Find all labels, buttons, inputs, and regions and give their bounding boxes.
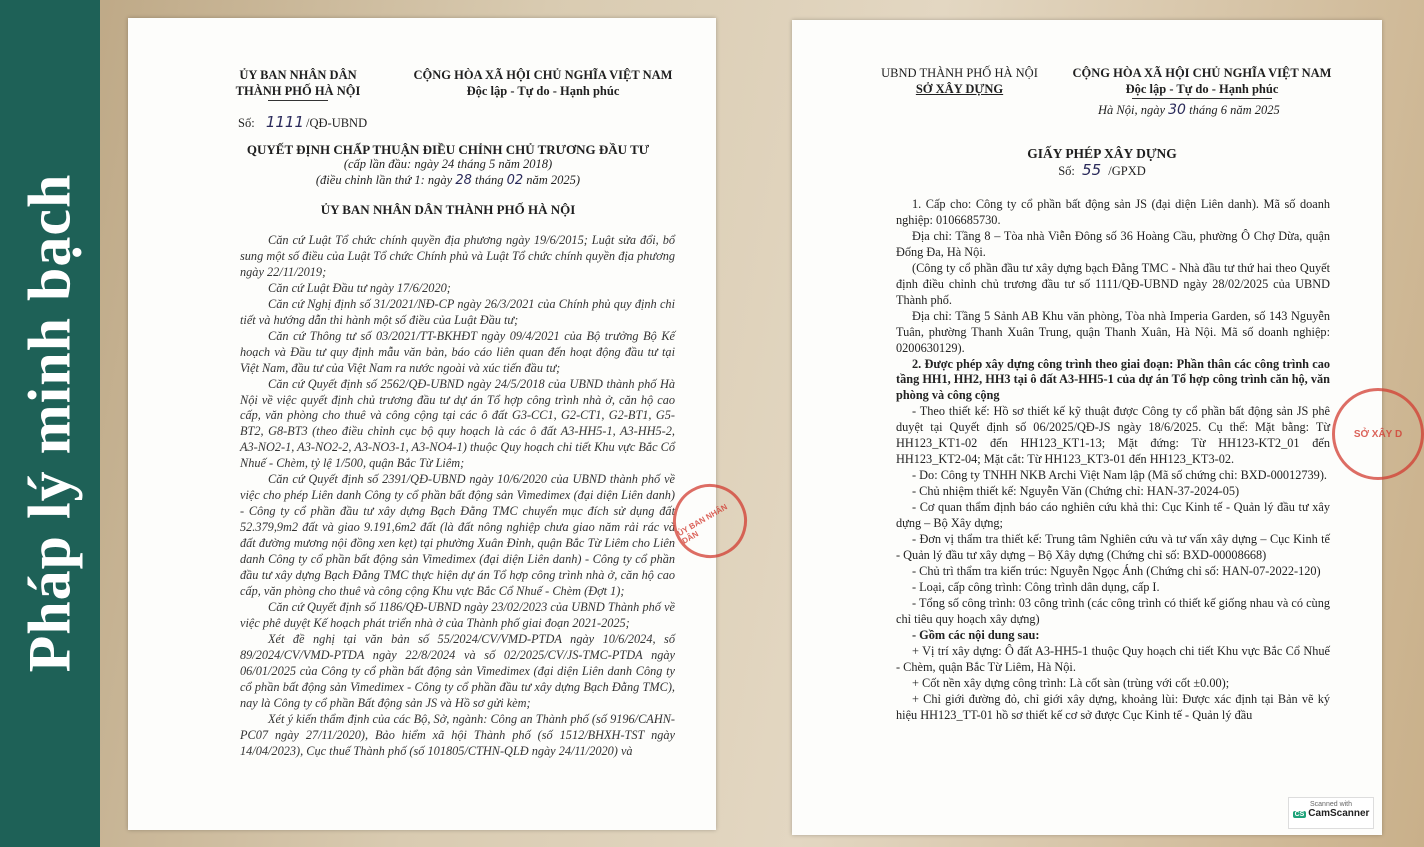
camscanner-logo-icon: CS: [1294, 811, 1305, 818]
doc2-paragraph: (Công ty cổ phần đầu tư xây dựng bạch Đằng TMC - Nhà đầu tư thứ hai theo Quyết định điều chỉnh chủ trương đầu tư số 1111/QĐ-UBND ngày 28/02/2025 của UBND Thành phố.: [896, 260, 1330, 307]
doc1-paragraph: Căn cứ Nghị định số 31/2021/NĐ-CP ngày 26/3/2021 của Chính phủ quy định chi tiết và hướng dẫn thi hành một số điều của Luật Đầu tư;: [240, 296, 675, 327]
doc1-paragraph: Xét ý kiến thẩm định của các Bộ, Sở, ngành: Công an Thành phố (số 9196/CAHN-PC07 ngày 27/11/2020), Bảo hiểm xã hội Thành phố (số 1512/BHXH-TST ngày 14/04/2023), Cục thuế Thành phố (số 101805/CTHN-QLĐ ngày 24/11/2020) và: [240, 711, 675, 758]
doc2-number-handwritten: 55: [1082, 161, 1102, 179]
doc1-agency-line1: ỦY BAN NHÂN DÂN: [239, 68, 357, 82]
doc2-paragraph: + Chỉ giới đường đỏ, chỉ giới xây dựng, khoảng lùi: Được xác định tại Bản vẽ ký hiệu HH123_TT-01 hồ sơ thiết kế cơ sở được Cục Kinh tế - Quản lý đầu: [896, 691, 1330, 722]
decision-document-page: [128, 18, 729, 830]
building-permit-page: [792, 20, 1403, 835]
doc1-agency: [223, 67, 373, 101]
doc1-seal-text: ỦY BAN NHÂN DÂN: [676, 502, 729, 546]
doc2-paragraph: 1. Cấp cho: Công ty cổ phần bất động sản JS (đại diện Liên danh). Mã số doanh nghiệp: 0106685730.: [896, 197, 1330, 227]
doc1-number-handwritten: 1111: [265, 113, 304, 131]
doc2-paragraph: + Vị trí xây dựng: Ô đất A3-HH5-1 thuộc Quy hoạch chi tiết Khu vực Bắc Cổ Nhuế - Chèm, quận Bắc Từ Liêm, Hà Nội.: [896, 643, 1330, 674]
doc2-paragraph: + Cốt nền xây dựng công trình: Là cốt sàn (trùng với cốt ±0.00);: [912, 675, 1230, 690]
doc2-paragraph: - Cơ quan thẩm định báo cáo nghiên cứu khả thi: Cục Kinh tế - Quản lý đầu tư xây dựng – Bộ Xây dựng;: [896, 500, 1330, 531]
doc1-paragraph: Căn cứ Luật Tổ chức chính quyền địa phương ngày 19/6/2015; Luật sửa đổi, bổ sung một số điều của Luật Tổ chức Chính phủ và Luật Tổ chức chính quyền địa phương ngày 22/11/2019;: [240, 233, 675, 279]
doc1-number: [238, 114, 367, 131]
doc1-number-prefix: Số:: [238, 116, 255, 130]
doc2-red-seal: [1332, 388, 1424, 480]
doc2-paragraph: 2. Được phép xây dựng công trình theo giai đoạn: Phần thân các công trình cao tầng HH1, HH2, HH3 tại ô đất A3-HH5-1 của dự án Tổ hợp công trình căn hộ, văn phòng và công cộng: [896, 356, 1330, 403]
doc1-subtitle1: (cấp lần đầu: ngày 24 tháng 5 năm 2018): [343, 157, 553, 171]
doc2-number: [942, 162, 1262, 179]
side-title: Pháp lý minh bạch: [16, 173, 83, 673]
doc1-nation-line2: Độc lập - Tự do - Hạnh phúc: [466, 84, 620, 98]
doc1-paragraph: Căn cứ Quyết định số 2562/QĐ-UBND ngày 24/5/2018 của UBND thành phố Hà Nội về việc quyết định chủ trương đầu tư dự án Tổ hợp công trình nhà ở, căn hộ cao cấp, văn phòng cho thuê và công cộng tại các ô đất G3-CC1, G2-CT1, G2-BT1, G5-BT2, G8-BT3 (theo điều chỉnh cục bộ quy hoạch là các ô đất A3-HH5-1, A3-HH5-2, A3-NO2-1, A3-NO2-2, A3-NO3-1, A3-NO4-1) thuộc Quy hoạch chi tiết Khu vực Bắc Cổ Nhuế - Chèm, tỷ lệ 1/500, quận Bắc Từ Liêm;: [240, 376, 675, 471]
doc2-number-prefix: Số:: [1058, 164, 1075, 178]
camscanner-brand: CamScanner: [1308, 808, 1370, 819]
doc2-seal-text: SỞ XÂY D: [1353, 428, 1403, 440]
doc1-paragraph: Căn cứ Quyết định số 1186/QĐ-UBND ngày 23/02/2023 của UBND Thành phố về việc phê duyệt Kế hoạch phát triển nhà ở của Thành phố giai đoạn 2021-2025;: [240, 599, 675, 630]
doc2-nation-line2: Độc lập - Tự do - Hạnh phúc: [1125, 82, 1279, 96]
doc1-paragraph: Xét đề nghị tại văn bản số 55/2024/CV/VMD-PTDA ngày 10/6/2024, số 89/2024/CV/VMD-PTDA ngày 22/8/2024 và số 02/2025/CV/JS-TMC-PTDA ngày 06/01/2025 của Công ty cổ phần bất động sản Vimedimex (đại diện Liên danh Công ty cổ phần bất động sản Vimedimex - Công ty cổ phần đầu tư xây dựng Bạch Đằng TMC), nay là Công ty cổ phần Bất động sản JS và Hồ sơ gửi kèm;: [240, 631, 675, 710]
doc2-paragraph: - Chủ trì thẩm tra kiến trúc: Nguyễn Ngọc Ánh (Chứng chỉ số: HAN-07-2022-120): [912, 563, 1321, 578]
doc2-nation-line1: CỘNG HÒA XÃ HỘI CHỦ NGHĨA VIỆT NAM: [1072, 66, 1332, 80]
doc2-date-day: 30: [1168, 102, 1186, 118]
doc2-paragraph: Địa chỉ: Tầng 8 – Tòa nhà Viễn Đông số 36 Hoàng Cầu, phường Ô Chợ Dừa, quận Đống Đa, Hà Nội.: [896, 228, 1330, 259]
doc1-paragraph: Căn cứ Luật Đầu tư ngày 17/6/2020;: [268, 280, 451, 295]
doc1-subtitle2: [218, 173, 678, 188]
doc2-paragraph: - Chủ nhiệm thiết kế: Nguyễn Văn (Chứng chỉ: HAN-37-2024-05): [912, 484, 1240, 499]
doc1-nation-line1: CỘNG HÒA XÃ HỘI CHỦ NGHĨA VIỆT NAM: [413, 68, 673, 82]
doc2-paragraph: - Đơn vị thẩm tra thiết kế: Trung tâm Nghiên cứu và tư vấn xây dựng – Cục Kinh tế - Quản lý đầu tư xây dựng – Bộ Xây dựng (Chứng chỉ số: BXD-00008668): [896, 532, 1330, 562]
camscanner-watermark: [1288, 797, 1374, 829]
doc2-paragraph: - Do: Công ty TNHH NKB Archi Việt Nam lập (Mã số chứng chỉ: BXD-00012739).: [912, 468, 1327, 483]
doc1-authority: ỦY BAN NHÂN DÂN THÀNH PHỐ HÀ NỘI: [320, 202, 576, 217]
camscanner-line2: [1289, 808, 1373, 819]
doc1-subtitle2-post: năm 2025): [526, 173, 581, 187]
doc2-paragraph: - Tổng số công trình: 03 công trình (các công trình có thiết kế giống nhau và có cùng chỉ tiêu quy hoạch xây dựng): [896, 595, 1330, 626]
doc2-agency-line2: SỞ XÂY DỰNG: [915, 82, 1004, 96]
doc1-subtitle2-month: 02: [506, 173, 524, 188]
doc1-paragraph: Căn cứ Thông tư số 03/2021/TT-BKHĐT ngày 09/4/2021 của Bộ trưởng Bộ Kế hoạch và Đầu tư quy định mẫu văn bản, báo cáo liên quan đến hoạt động đầu tư tại Việt Nam, đầu tư của Việt Nam ra nước ngoài và xúc tiến đầu tư;: [240, 328, 675, 375]
side-banner: [0, 0, 100, 847]
doc1-national-motto: [398, 67, 688, 99]
doc2-title: GIẤY PHÉP XÂY DỰNG: [1027, 146, 1177, 161]
doc1-number-suffix: /QĐ-UBND: [306, 116, 368, 130]
doc1-subtitle2-pre: (điều chỉnh lần thứ 1: ngày: [315, 173, 453, 187]
doc2-paragraph: - Loại, cấp công trình: Công trình dân dụng, cấp I.: [912, 579, 1160, 594]
doc1-body: [240, 233, 675, 759]
doc1-subtitle2-mid: tháng: [475, 173, 504, 187]
doc2-paragraph: - Theo thiết kế: Hồ sơ thiết kế kỹ thuật được Công ty cổ phần bất động sản JS phê duyệt tại Quyết định số 06/2025/QĐ-JS ngày 18/6/2025. Cụ thể: Mặt bằng: Từ HH123_KT1-02 đến HH123_KT1-13; Mặt đứng: Từ HH123-KT2_01 đến HH123_KT2-04; Mặt cắt: Từ HH123_KT3-01 đến HH123_KT3-02.: [896, 404, 1330, 467]
doc2-paragraph: Địa chỉ: Tầng 5 Sảnh AB Khu văn phòng, Tòa nhà Imperia Garden, số 143 Nguyễn Tuân, phường Thanh Xuân Trung, quận Thanh Xuân, Hà Nội. Mã số doanh nghiệp: 0200630129).: [896, 308, 1330, 355]
doc1-subtitle2-day: 28: [455, 173, 472, 188]
doc2-date-post: tháng 6 năm 2025: [1189, 103, 1280, 117]
doc2-national-motto: [1052, 65, 1352, 99]
camscanner-line1: Scanned with: [1309, 801, 1353, 808]
doc1-paragraph: Căn cứ Quyết định số 2391/QĐ-UBND ngày 10/6/2020 của UBND thành phố về việc cho phép Liên danh Công ty cổ phần bất động sản Vimedimex (đại diện Liên danh) - Công ty cổ phần đầu tư xây dựng Bạch Đằng TMC chuyển mục đích sử dụng đất 52.379,9m2 đất và giao 9.191,6m2 đất (là đất nông nghiệp chưa giao năm rải rác và đất đường mương nội đồng xen kẹt) tại phường Xuân Đỉnh, quận Bắc Từ Liêm cho Liên danh Công ty cổ phần bất động sản Vimedimex (đại diện Liên danh) - Công ty cổ phần đầu tư xây dựng Bạch Đằng TMC thực hiện dự án Tổ hợp công trình nhà ở, căn hộ cao cấp, văn phòng cho thuê và công cộng Khu vực Bắc Cổ Nhuế - Chèm (Đợt 1);: [240, 472, 675, 598]
doc1-title: QUYẾT ĐỊNH CHẤP THUẬN ĐIỀU CHỈNH CHỦ TRƯƠNG ĐẦU TƯ: [246, 142, 650, 157]
doc1-agency-line2: THÀNH PHỐ HÀ NỘI: [235, 84, 361, 98]
doc2-date-pre: Hà Nội, ngày: [1098, 103, 1166, 117]
doc2-agency: [872, 65, 1047, 97]
doc2-date: [1098, 102, 1280, 118]
doc2-body: [896, 197, 1330, 723]
doc2-paragraph: - Gồm các nội dung sau:: [912, 627, 1040, 642]
doc2-number-suffix: /GPXD: [1108, 164, 1146, 178]
doc2-agency-line1: UBND THÀNH PHỐ HÀ NỘI: [881, 66, 1038, 80]
